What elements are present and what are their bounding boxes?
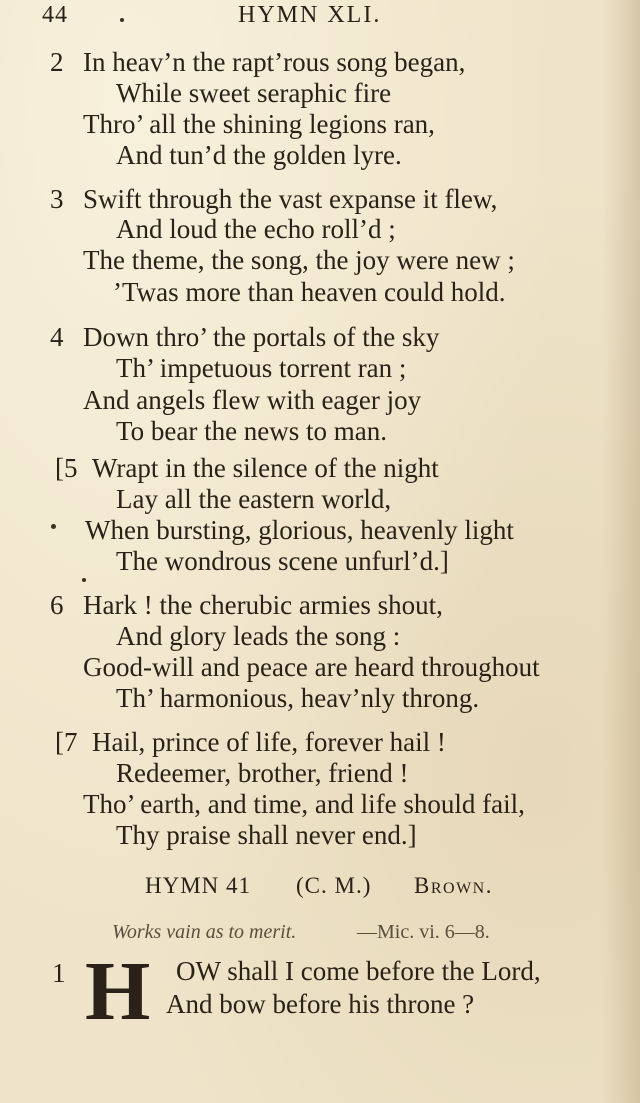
page-number: 44 <box>42 2 68 28</box>
stanza-line: The wondrous scene unfurl’d.] <box>116 546 449 576</box>
subtitle-theme: Works vain as to merit. <box>112 921 297 943</box>
hymn-meter: (C. M.) <box>296 873 372 898</box>
stanza-line: And glory leads the song : <box>116 621 401 651</box>
stanza-line: To bear the news to man. <box>116 416 388 446</box>
stanza-line: Hark ! the cherubic armies shout, <box>83 590 443 620</box>
stanza-line: Wrapt in the silence of the night <box>92 453 439 483</box>
running-head: HYMN XLI. <box>238 2 382 28</box>
stanza-line: And bow before his throne ? <box>166 989 475 1019</box>
ink-speck <box>51 524 56 529</box>
stanza-line: Thy praise shall never end.] <box>116 820 417 850</box>
subtitle-reference: —Mic. vi. 6—8. <box>357 921 490 943</box>
hymn-subtitle <box>0 920 640 946</box>
stanza-line: Thro’ all the shining legions ran, <box>83 109 435 139</box>
hymn-composer: Brown. <box>414 873 493 898</box>
stanza-number: 6 <box>50 590 64 620</box>
stanza-line: Swift through the vast expanse it flew, <box>83 184 498 214</box>
stanza-line: And angels flew with eager joy <box>83 385 422 415</box>
stanza-number: 3 <box>50 184 64 214</box>
stanza-line: ’Twas more than heaven could hold. <box>113 277 506 307</box>
stanza-line: Th’ harmonious, heav’nly throng. <box>116 683 480 713</box>
stanza-line: Good-will and peace are heard throughout <box>83 652 540 682</box>
ink-speck <box>120 18 124 22</box>
stanza-line: The theme, the song, the joy were new ; <box>83 245 515 275</box>
stanza-line: Th’ impetuous torrent ran ; <box>116 353 407 383</box>
hymn-heading <box>0 872 640 902</box>
stanza-line: Hail, prince of life, forever hail ! <box>92 727 446 757</box>
page-header <box>0 0 640 36</box>
stanza-line: And tun’d the golden lyre. <box>116 140 402 170</box>
stanza-line: In heav’n the rapt’rous song began, <box>83 47 466 77</box>
stanza-number: [5 <box>55 453 78 483</box>
stanza-number: 2 <box>50 47 64 77</box>
drop-cap: H <box>85 945 151 1038</box>
stanza-number: [7 <box>55 727 78 757</box>
stanza-line: OW shall I come before the Lord, <box>176 956 541 986</box>
stanza-line: Down thro’ the portals of the sky <box>83 322 440 352</box>
stanza-line: Tho’ earth, and time, and life should fail, <box>83 789 525 819</box>
hymn-title: HYMN 41 <box>145 873 252 898</box>
stanza-line: Redeemer, brother, friend ! <box>116 758 409 788</box>
ink-speck <box>82 578 86 582</box>
stanza-line: And loud the echo roll’d ; <box>116 214 396 244</box>
stanza-line: While sweet seraphic fire <box>116 78 392 108</box>
stanza-number: 4 <box>50 322 64 352</box>
stanza-number: 1 <box>52 958 66 988</box>
stanza-line: When bursting, glorious, heavenly light <box>85 515 514 545</box>
stanza-line: Lay all the eastern world, <box>116 484 392 514</box>
